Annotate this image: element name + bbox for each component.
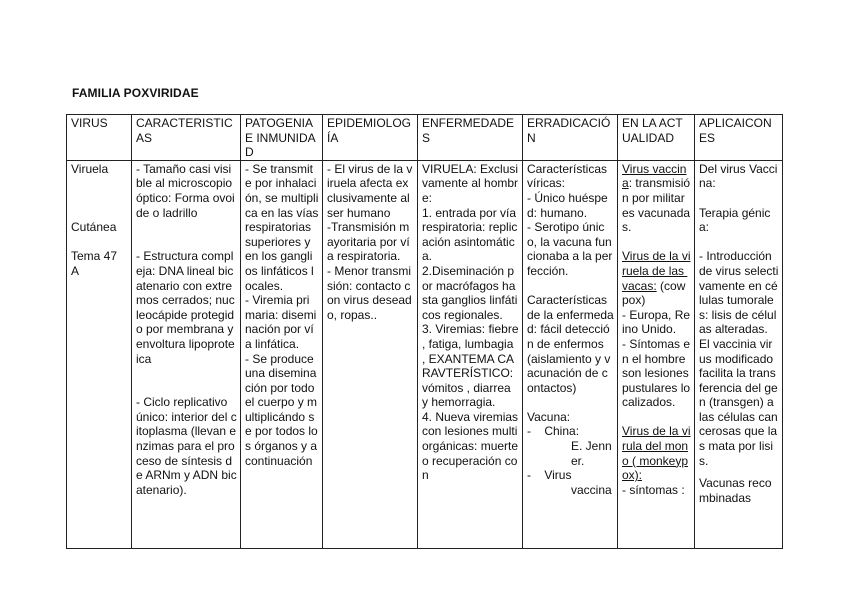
actualidad-cowpox-heading: Virus de la viruela de las vacas:	[622, 249, 691, 293]
poxviridae-table	[66, 114, 783, 549]
enfermedades-paso-1: 1. entrada por vía respiratoria: replicación asintomática.	[422, 205, 520, 264]
header-virus: VIRUS	[67, 115, 132, 161]
erradicacion-vacuna: Vacuna:	[527, 409, 571, 424]
erradicacion-serotipo: - Serotipo único, la vacuna funcionaba a la perfección.	[527, 220, 613, 278]
cell-epidemiologia	[323, 160, 418, 548]
cell-erradicacion	[523, 160, 618, 548]
header-aplicaciones: APLICAICONES	[695, 115, 783, 161]
vacuna-bullet-virus-detail: vaccina	[571, 482, 612, 497]
virus-name: Viruela	[71, 161, 109, 176]
header-patogenia: PATOGENIA E INMUNIDAD	[241, 115, 323, 161]
aplicaciones-vacunas: Vacunas recombinadas	[699, 476, 772, 505]
enfermedades-paso-2: 2.Diseminación por macrófagos hasta ganglios linfáticos regionales.	[422, 263, 518, 322]
list-item: - Virus	[527, 468, 572, 483]
erradicacion-huesped: - Único huésped: humano.	[527, 190, 608, 220]
patogenia-transmision: - Se transmite por inhalación, se multiplica en las vías respiratorias superiores y en los ganglios linfáticos locales.	[245, 161, 322, 293]
aplicaciones-terapia-genica: Terapia génica:	[699, 205, 771, 235]
header-erradicacion: ERRADICACIÓN	[523, 115, 618, 161]
vacuna-bullet-virus: Virus	[544, 468, 572, 483]
erradicacion-caracteristicas-viricas: Características víricas:	[527, 161, 611, 191]
patogenia-diseminacion: - Se produce una diseminación por todo el cuerpo y multiplicándo se por todos los órganos y a continuación	[245, 351, 321, 468]
enfermedades-intro: VIRUELA: Exclusivamente al hombre:	[422, 161, 519, 205]
header-enfermedades: ENFERMEDADES	[418, 115, 523, 161]
erradicacion-enfermedad: Características de la enfermedad: fácil detección de enfermos (aislamiento y vacunación de contactos)	[527, 293, 614, 395]
aplicaciones-vaccina: Del virus Vaccina:	[699, 161, 778, 191]
caracteristicas-tamano: - Tamaño casi visible al microscopio óptico: Forma ovoide o ladrillo	[136, 161, 236, 220]
document-title: FAMILIA POXVIRIDAE	[72, 86, 199, 100]
cell-enfermedades	[418, 160, 523, 548]
actualidad-monkeypox-sintomas: - síntomas :	[622, 482, 685, 497]
cell-aplicaciones	[695, 160, 783, 548]
vacuna-bullet-china: China:	[544, 424, 580, 439]
header-caracteristicas: CARACTERISTICAS	[132, 115, 241, 161]
aplicaciones-introduccion: - Introducción de virus selectivamente en células tumorales: lisis de células alteradas. El vaccinia virus modificado facilita la transferencia del gen (transgen) a las células cancerosas que las mata por lisis.	[699, 249, 779, 468]
caracteristicas-estructura: - Estructura compleja: DNA lineal bicatenario con extremos cerrados; nucleocápide protegido por membrana y envoltura lipoproteica	[136, 249, 237, 366]
actualidad-cowpox-text: (cowpox)	[622, 278, 686, 308]
actualidad-vaccina-text: : transmisión por militares vacunadas.	[622, 176, 691, 235]
virus-type: Cutánea	[71, 220, 117, 235]
virus-topic: Tema 47	[71, 249, 118, 264]
table-header-row	[67, 115, 783, 161]
header-actualidad: EN LA ACTUALIDAD	[618, 115, 695, 161]
enfermedades-paso-4: 4. Nueva viremias con lesiones multiorgánicas: muerte o recuperación con	[422, 409, 522, 483]
actualidad-vaccina-heading: Virus vaccina	[622, 161, 687, 191]
virus-topic-suffix: A	[71, 263, 80, 278]
patogenia-viremia: - Viremia primaria: diseminación por vía linfática.	[245, 293, 317, 351]
actualidad-europa: - Europa, Reino Unido.	[622, 307, 691, 337]
cell-actualidad	[618, 160, 695, 548]
table-row	[67, 160, 783, 548]
vacuna-bullet-china-detail: E. Jenner.	[571, 439, 612, 468]
enfermedades-paso-3: 3. Viremias: fiebre , fatiga, lumbagia , EXANTEMA CARAVTERÍSTICO: vómitos , diarrea y hemorragia.	[422, 322, 522, 410]
epidemiologia-transmision: -Transmisión mayoritaria por vía respiratoria.	[327, 220, 410, 264]
actualidad-sintomas-hombre: - Síntomas en el hombre son lesiones pustulares localizados.	[622, 336, 693, 410]
cell-caracteristicas	[132, 160, 241, 548]
epidemiologia-huesped: - El virus de la viruela afecta exclusivamente al ser humano	[327, 161, 414, 220]
actualidad-monkeypox-heading: Virus de la virula del mono ( monkeypox):	[622, 424, 691, 483]
cell-virus	[67, 160, 132, 548]
cell-patogenia	[241, 160, 323, 548]
header-epidemiologia: EPIDEMIOLOGÍA	[323, 115, 418, 161]
list-item: - China:	[527, 424, 580, 439]
caracteristicas-ciclo: - Ciclo replicativo único: interior del citoplasma (llevan enzimas para el proceso de síntesis de ARNm y ADN bicatenario).	[136, 395, 237, 497]
epidemiologia-contacto: - Menor transmisión: contacto con virus deseado, ropas..	[327, 263, 412, 322]
